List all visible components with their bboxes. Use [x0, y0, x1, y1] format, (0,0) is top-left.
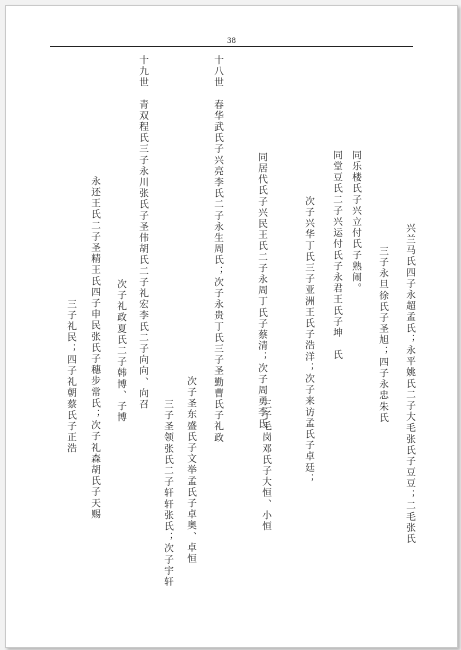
genealogy-column: 永还王氏二子圣精王氏四子申民张氏子穗步常氏；次子礼森胡氏子天赐 [89, 176, 100, 521]
genealogy-column: 同居代氏子兴民王氏二子永周丁氏子蔡清；次子周勇李氏 [256, 152, 267, 430]
genealogy-column: 十九世 青双程氏三子永川张氏子圣伟胡氏二子礼宏李氏二子向向、向召 [137, 55, 148, 411]
genealogy-column: 同堂豆氏二子兴运付氏子永君王氏子坤 氏 [331, 150, 342, 361]
genealogy-column: 次子圣东盛氏子文举孟氏子卓奥、卓恒 [185, 376, 196, 565]
genealogy-column: 兴兰马氏四子永超孟氏；永平姚氏二子大毛张氏子豆豆；二毛张氏 [404, 223, 415, 545]
genealogy-column: 十八世 春华武氏子兴亮李氏二子永生周氏；次子永贵丁氏三子圣勤曹氏子礼政 [212, 55, 223, 444]
genealogy-column: 三子礼民；四子礼朝蔡氏子正浩 [65, 299, 76, 455]
header-rule [50, 46, 413, 47]
genealogy-column: 次子兴华丁氏三子亚洲王氏子浩洋；次子来访孟氏子卓廷； [303, 196, 314, 485]
document-page [5, 5, 458, 648]
genealogy-column: 三子圣领张氏二子轩轩张氏；次子宇轩 [162, 399, 173, 588]
genealogy-column: 三子毛岗邓氏子大恒、小恒 [260, 399, 271, 533]
genealogy-column: 三子永旦徐氏子圣旭；四子永忠朱氏 [377, 246, 388, 424]
genealogy-column: 同乐楼氏子兴立付氏子熟闹。 [350, 150, 361, 295]
page-number: 38 [227, 37, 236, 45]
genealogy-column: 次子礼政夏氏二子韩博、子博 [115, 279, 126, 424]
